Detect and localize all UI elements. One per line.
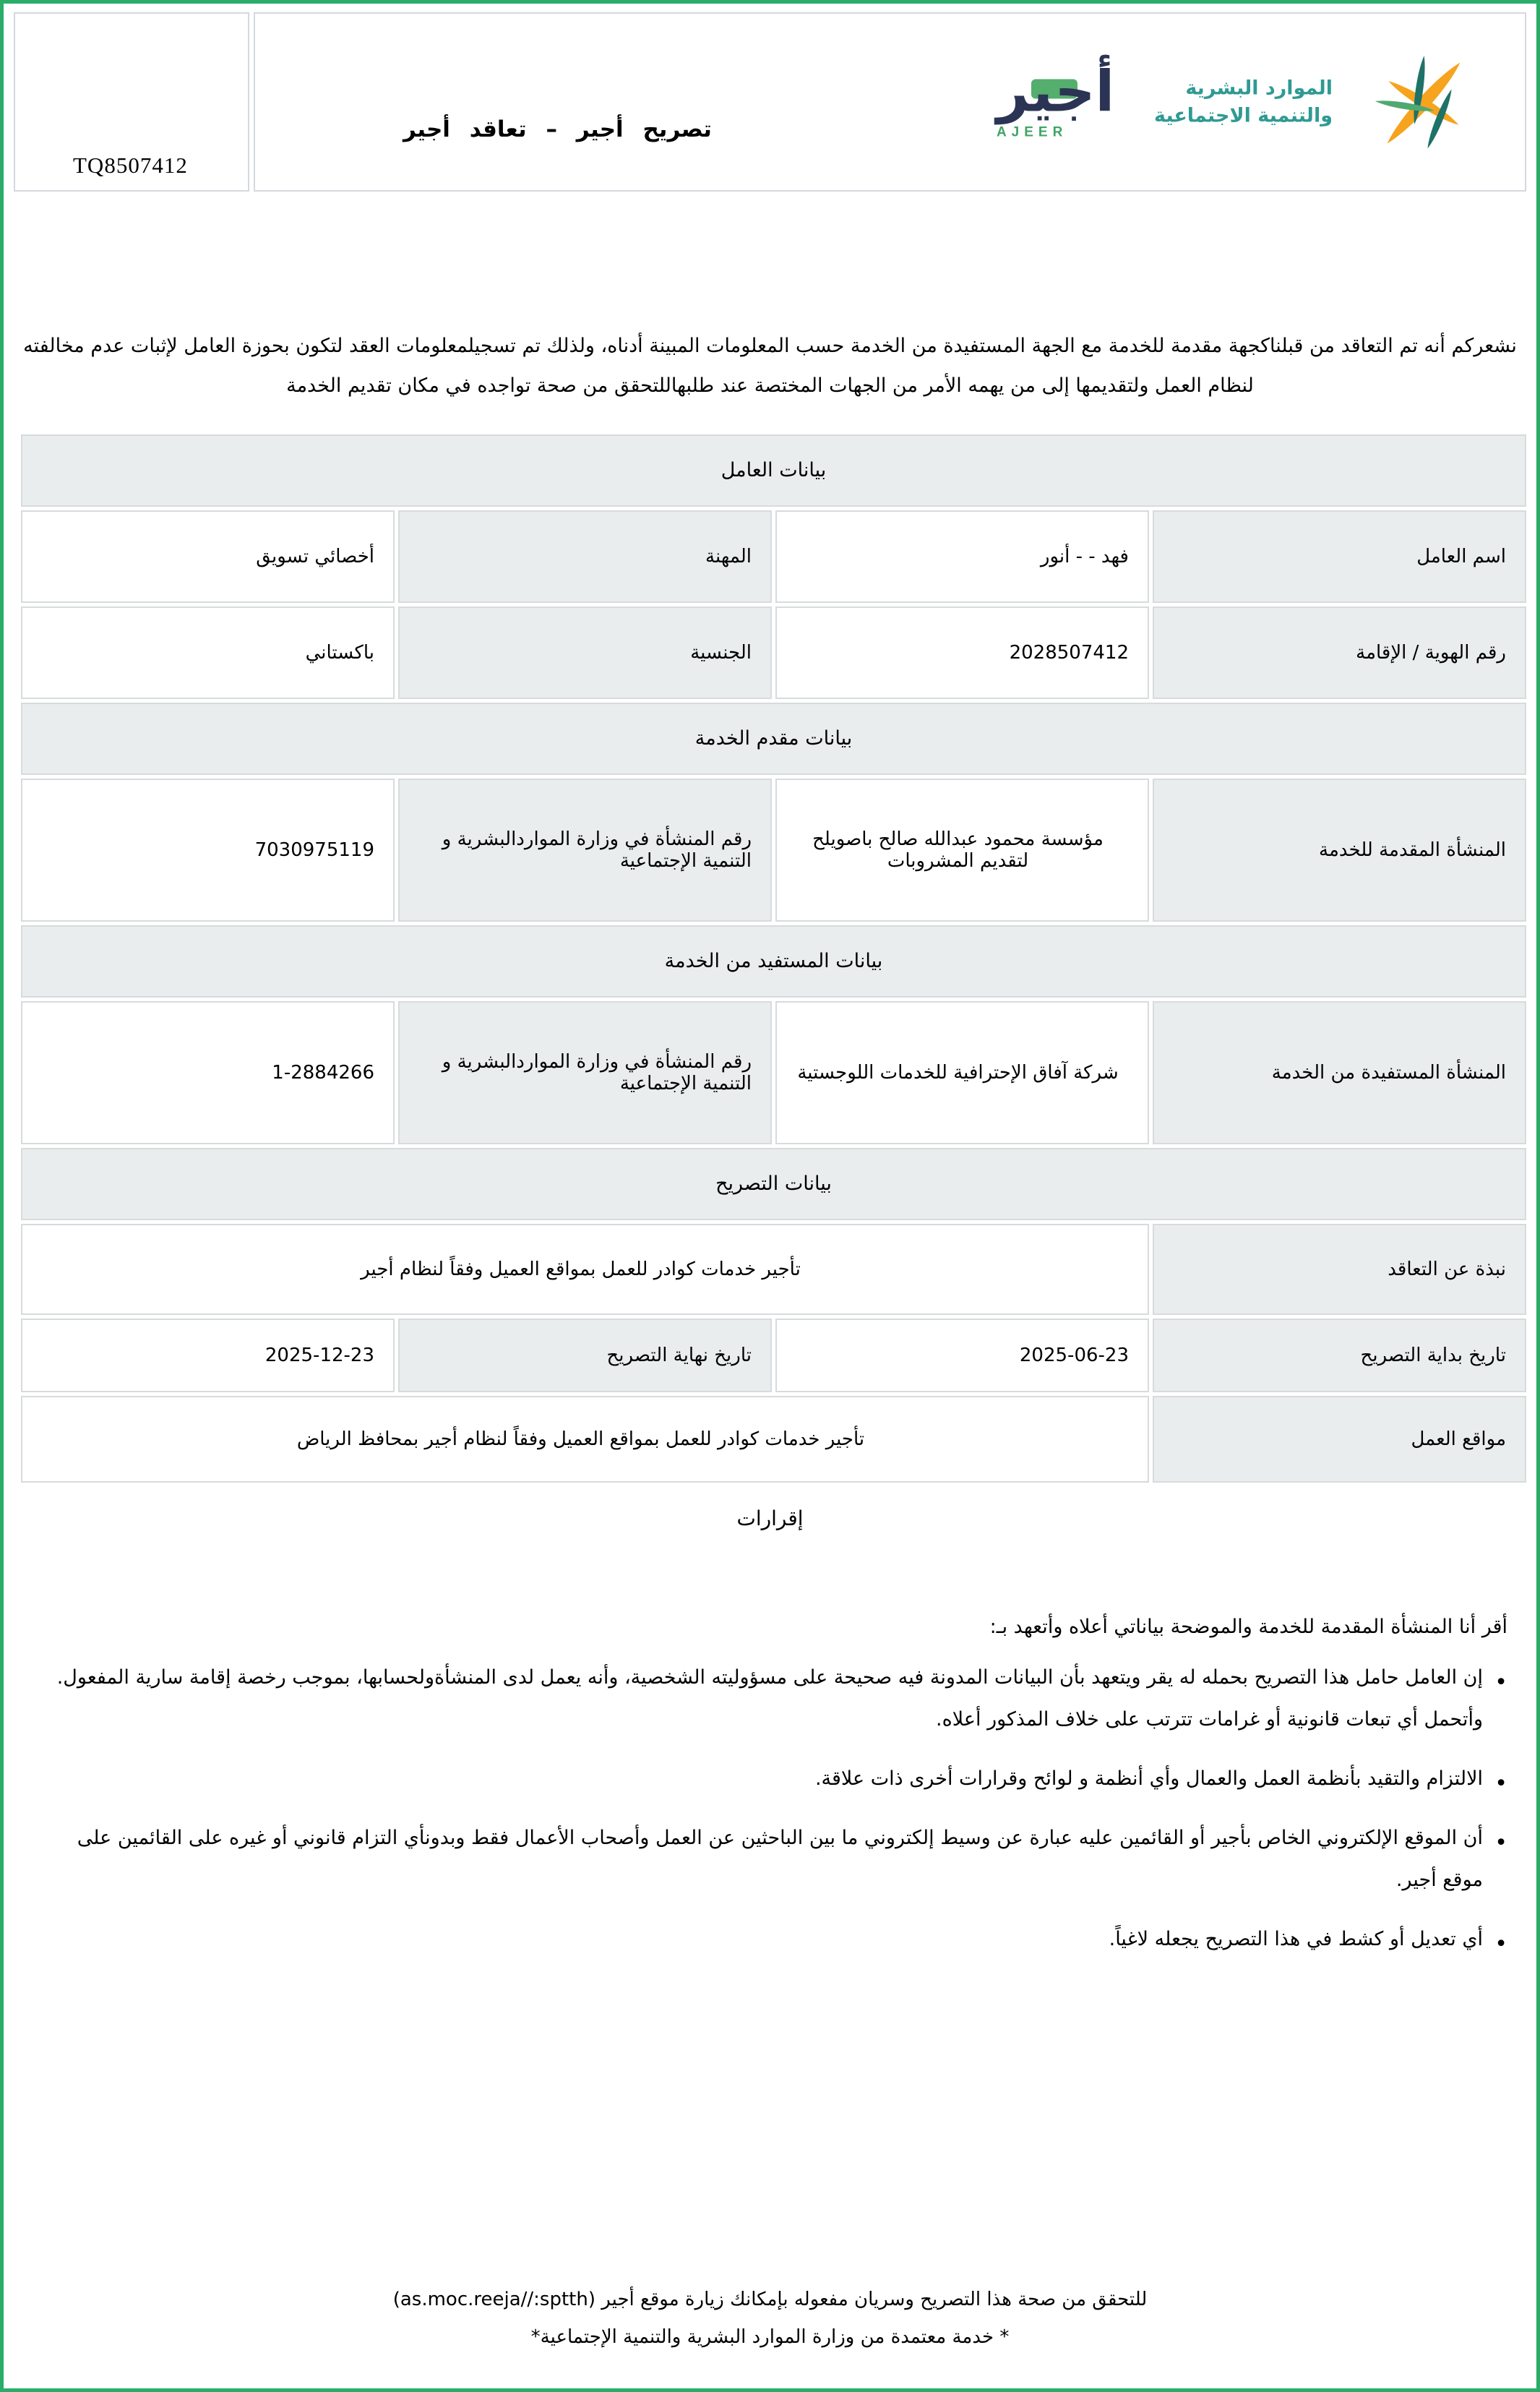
profession-label: المهنة bbox=[398, 510, 772, 603]
provider-section-title: بيانات مقدم الخدمة bbox=[21, 703, 1526, 775]
work-locations-row bbox=[21, 1396, 1526, 1483]
ajeer-logo-latin-wordmark: AJEER bbox=[996, 124, 1068, 140]
declaration-item: • الالتزام والتقيد بأنظمة العمل والعمال وأي أنظمة و لوائح وقرارات أخرى ذات علاقة. bbox=[33, 1758, 1507, 1800]
permit-section-header-row bbox=[21, 1148, 1526, 1220]
beneficiary-est-value: شركة آفاق الإحترافية للخدمات اللوجستية bbox=[775, 1001, 1149, 1144]
verify-text: للتحقق من صحة هذا التصريح وسريان مفعوله بإمكانك زيارة موقع أجير bbox=[601, 2289, 1148, 2310]
worker-name-row bbox=[21, 510, 1526, 603]
provider-est-label: المنشأة المقدمة للخدمة bbox=[1153, 779, 1526, 922]
summary-label: نبذة عن التعاقد bbox=[1153, 1224, 1526, 1315]
verify-line bbox=[4, 2289, 1536, 2310]
ministry-emblem-icon bbox=[1367, 43, 1476, 162]
beneficiary-number-value: 1-2884266 bbox=[21, 1001, 395, 1144]
declarations-list bbox=[33, 1657, 1507, 1960]
id-label: رقم الهوية / الإقامة bbox=[1153, 606, 1526, 699]
beneficiary-est-label: المنشأة المستفيدة من الخدمة bbox=[1153, 1001, 1526, 1144]
provider-section-header-row bbox=[21, 703, 1526, 775]
nationality-value: باكستاني bbox=[21, 606, 395, 699]
contract-summary-row bbox=[21, 1224, 1526, 1315]
locations-value: تأجير خدمات كوادر للعمل بمواقع العميل وفقاً لنظام أجير بمحافظ الرياض bbox=[21, 1396, 1149, 1483]
logos-group bbox=[997, 43, 1476, 162]
profession-value: أخصائي تسويق bbox=[21, 510, 395, 603]
document-header bbox=[14, 12, 1526, 192]
declaration-item: • أن الموقع الإلكتروني الخاص بأجير أو القائمين عليه عبارة عن وسيط إلكتروني ما بين الباحثين عن العمل وأصحاب الأعمال فقط وبدونأي التزام قانوني أو غيره على القائمين على موقع أجير. bbox=[33, 1817, 1507, 1901]
ajeer-logo-arabic-wordmark: أجير bbox=[996, 59, 1115, 125]
provider-est-value: مؤسسة محمود عبدالله صالح باصويلح لتقديم المشروبات bbox=[775, 779, 1149, 922]
beneficiary-section-title: بيانات المستفيد من الخدمة bbox=[21, 925, 1526, 998]
summary-value: تأجير خدمات كوادر للعمل بمواقع العميل وفقاً لنظام أجير bbox=[21, 1224, 1149, 1315]
declaration-item: • أي تعديل أو كشط في هذا التصريح يجعله لاغياً. bbox=[33, 1919, 1507, 1960]
permit-dates-row bbox=[21, 1319, 1526, 1392]
id-value: 2028507412 bbox=[775, 606, 1149, 699]
document-title: تصريح أجير – تعاقد أجير bbox=[403, 116, 712, 142]
worker-name-value: فهد - - أنور bbox=[775, 510, 1149, 603]
declarations-intro: أقر أنا المنشأة المقدمة للخدمة والموضحة بياناتي أعلاه وأتعهد بـ: bbox=[989, 1615, 1507, 1638]
worker-id-row bbox=[21, 606, 1526, 699]
permit-number: TQ8507412 bbox=[73, 153, 188, 178]
beneficiary-number-label: رقم المنشأة في وزارة المواردالبشرية و التنمية الإجتماعية bbox=[398, 1001, 772, 1144]
permit-number-box bbox=[14, 12, 249, 192]
provider-row bbox=[21, 779, 1526, 922]
declarations-title: إقرارات bbox=[736, 1506, 804, 1530]
permit-section-title: بيانات التصريح bbox=[21, 1148, 1526, 1220]
title-logo-box bbox=[254, 12, 1526, 192]
end-date-label: تاريخ نهاية التصريح bbox=[398, 1319, 772, 1392]
beneficiary-row bbox=[21, 1001, 1526, 1144]
ajeer-logo bbox=[996, 59, 1119, 141]
nationality-label: الجنسية bbox=[398, 606, 772, 699]
ministry-name bbox=[1154, 74, 1333, 129]
start-date-value: 2025-06-23 bbox=[775, 1319, 1149, 1392]
provider-number-value: 7030975119 bbox=[21, 779, 395, 922]
start-date-label: تاريخ بداية التصريح bbox=[1153, 1319, 1526, 1392]
worker-section-header-row bbox=[21, 434, 1526, 507]
end-date-value: 2025-12-23 bbox=[21, 1319, 395, 1392]
intro-paragraph: نشعركم أنه تم التعاقد من قبلناكجهة مقدمة للخدمة مع الجهة المستفيدة من الخدمة حسب المعلومات المبينة أدناه، ولذلك تم تسجيلمعلومات العقد لتكون بحوزة العامل لإثبات عدم مخالفته لنظام العمل ولتقديمها إلى من يهمه الأمر من الجهات المختصة عند طلبهاللتحقق من صحة تواجده في مكان تقديم الخدمة bbox=[23, 335, 1517, 398]
declaration-item: • إن العامل حامل هذا التصريح بحمله له يقر ويتعهد بأن البيانات المدونة فيه صحيحة على مسؤوليته الشخصية، وأنه يعمل لدى المنشأةولحسابها، بموجب رخصة إقامة سارية المفعول. وأتحمل أي تبعات قانونية أو غرامات تترتب على خلاف المذكور أعلاه. bbox=[33, 1657, 1507, 1741]
provider-number-label: رقم المنشأة في وزارة المواردالبشرية و التنمية الإجتماعية bbox=[398, 779, 772, 922]
document-footer bbox=[4, 2289, 1536, 2364]
beneficiary-section-header-row bbox=[21, 925, 1526, 998]
locations-label: مواقع العمل bbox=[1153, 1396, 1526, 1483]
verify-url: (as.moc.reeja//:sptth) bbox=[392, 2289, 595, 2310]
worker-name-label: اسم العامل bbox=[1153, 510, 1526, 603]
worker-section-title: بيانات العامل bbox=[21, 434, 1526, 507]
permit-data-table bbox=[17, 431, 1530, 1486]
ministry-name-line1: الموارد البشرية bbox=[1185, 77, 1333, 100]
approved-line: * خدمة معتمدة من وزارة الموارد البشرية والتنمية الإجتماعية* bbox=[530, 2326, 1010, 2348]
ministry-name-line2: والتنمية الاجتماعية bbox=[1153, 104, 1333, 127]
